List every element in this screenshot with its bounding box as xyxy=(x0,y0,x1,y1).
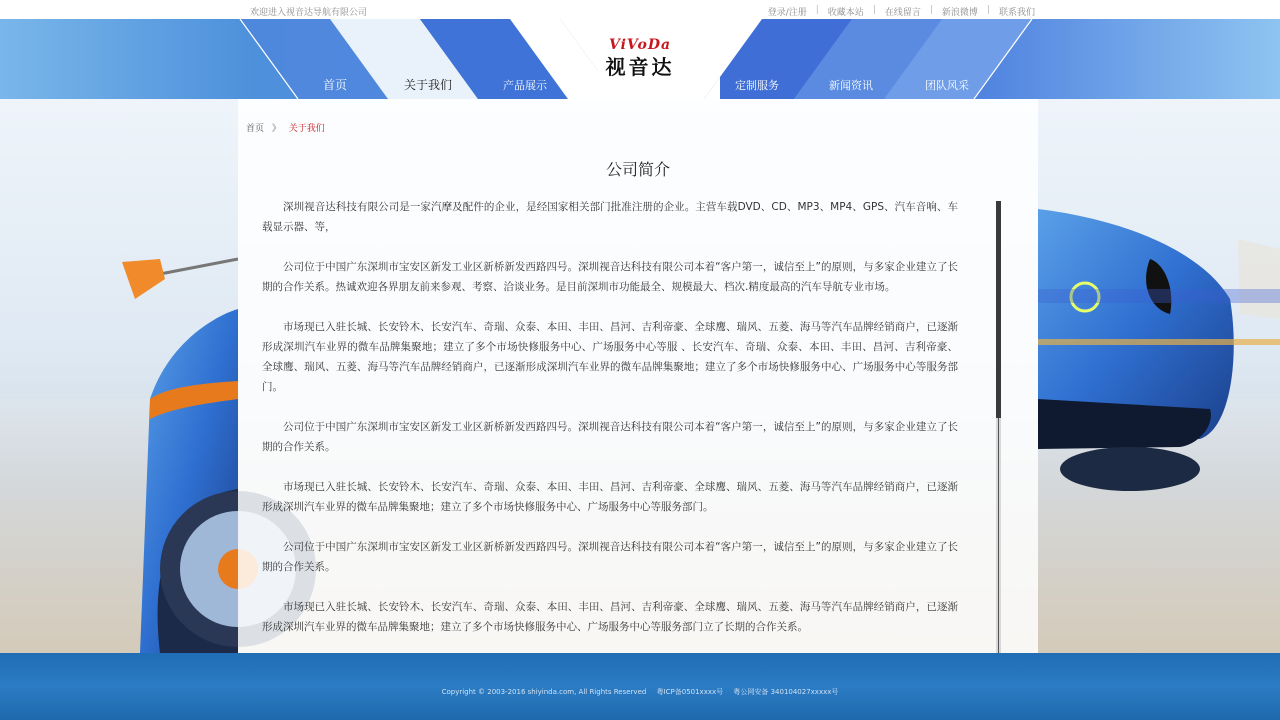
page-title: 公司简介 xyxy=(605,160,670,179)
copyright-text: Copyright © 2003-2016 shiyinda.com, All Rights Reserved xyxy=(441,688,647,696)
article-scrollbar[interactable] xyxy=(996,201,1001,653)
article-paragraph: 公司位于中国广东深圳市宝安区新发工业区新桥新发西路四号。深圳视音达科技有限公司本着“客户第一，诚信至上”的原则，与多家企业建立了长期的合作关系。热诚欢迎各界朋友前来参观、考察、洽谈业务。是目前深圳市功能最全、规模最大、档次.精度最高的汽车导航专业市场。 xyxy=(262,261,958,293)
online-message-link[interactable]: 在线留言 xyxy=(884,8,921,18)
welcome-text: 欢迎进入视音达导航有限公司 xyxy=(250,8,368,18)
top-links xyxy=(768,5,1035,18)
scrollbar-thumb[interactable] xyxy=(996,201,1001,418)
breadcrumb-separator: 》 xyxy=(271,124,281,134)
article-paragraph: 公司位于中国广东深圳市宝安区新发工业区新桥新发西路四号。深圳视音达科技有限公司本着“客户第一，诚信至上”的原则，与多家企业建立了长期的合作关系。 xyxy=(262,541,958,573)
article-paragraph: 市场现已入驻长城、长安铃木、长安汽车、奇瑞、众泰、本田、丰田、昌河、吉利帝豪、全球鹰、瑞风、五菱、海马等汽车品牌经销商户，已逐渐形成深圳汽车业界的微车品牌集聚地；建立了多个市场快修服务中心、广场服务中心等服 、长安汽车、奇瑞、众泰、本田、丰田、昌河、吉利帝豪、全球鹰、瑞风、五菱、海马等汽车品牌经销商户，已逐渐形成深圳汽车业界的微车品牌集聚地；建立了多个市场快修服务中心、广场服务中心等服务部门。 xyxy=(262,321,958,393)
scrollbar-track xyxy=(998,418,999,653)
article-paragraph: 深圳视音达科技有限公司是一家汽摩及配件的企业，是经国家相关部门批准注册的企业。主营车载DVD、CD、MP3、MP4、GPS、汽车音响、车载显示器、等， xyxy=(262,201,958,233)
footer xyxy=(0,653,1280,720)
logo-latin: ViVoDa xyxy=(608,37,672,53)
footer-info xyxy=(0,687,1280,697)
login-register-link[interactable]: 登录/注册 xyxy=(767,8,807,18)
contact-link[interactable]: 联系我们 xyxy=(998,8,1035,18)
police-record[interactable]: 粤公网安备 340104027xxxxx号 xyxy=(733,688,839,696)
nav-team[interactable]: 团队风采 xyxy=(925,79,969,92)
article-paragraph: 市场现已入驻长城、长安铃木、长安汽车、奇瑞、众泰、本田、丰田、昌河、吉利帝豪、全球鹰、瑞风、五菱、海马等汽车品牌经销商户，已逐渐形成深圳汽车业界的微车品牌集聚地；建立了多个市场快修服务中心、广场服务中心等服务部门。 xyxy=(262,481,958,513)
icp-number[interactable]: 粤ICP备0501xxxx号 xyxy=(656,688,724,696)
separator: | xyxy=(815,5,819,15)
breadcrumb-current: 关于我们 xyxy=(288,124,325,134)
nav-products[interactable]: 产品展示 xyxy=(503,79,547,92)
article-body xyxy=(262,197,958,657)
separator: | xyxy=(929,5,933,15)
separator: | xyxy=(986,5,990,15)
logo-chinese: 视音达 xyxy=(605,55,675,79)
nav-home[interactable]: 首页 xyxy=(323,78,348,92)
logo[interactable] xyxy=(598,37,682,80)
breadcrumb-home[interactable]: 首页 xyxy=(246,124,265,134)
weibo-link[interactable]: 新浪微博 xyxy=(941,8,978,18)
breadcrumb xyxy=(246,121,325,134)
article-paragraph: 公司位于中国广东深圳市宝安区新发工业区新桥新发西路四号。深圳视音达科技有限公司本着“客户第一，诚信至上”的原则，与多家企业建立了长期的合作关系。 xyxy=(262,421,958,453)
nav-news[interactable]: 新闻资讯 xyxy=(829,79,873,92)
nav-custom-service[interactable]: 定制服务 xyxy=(735,79,779,92)
bookmark-link[interactable]: 收藏本站 xyxy=(827,8,864,18)
separator: | xyxy=(872,5,876,15)
top-bar xyxy=(0,0,1280,19)
header-nav xyxy=(0,19,1280,99)
nav-about[interactable]: 关于我们 xyxy=(404,78,453,92)
content-panel xyxy=(238,99,1038,653)
article-paragraph: 市场现已入驻长城、长安铃木、长安汽车、奇瑞、众泰、本田、丰田、昌河、吉利帝豪、全球鹰、瑞风、五菱、海马等汽车品牌经销商户，已逐渐形成深圳汽车业界的微车品牌集聚地；建立了多个市场快修服务中心、广场服务中心等服务部门立了长期的合作关系。 xyxy=(262,601,958,633)
